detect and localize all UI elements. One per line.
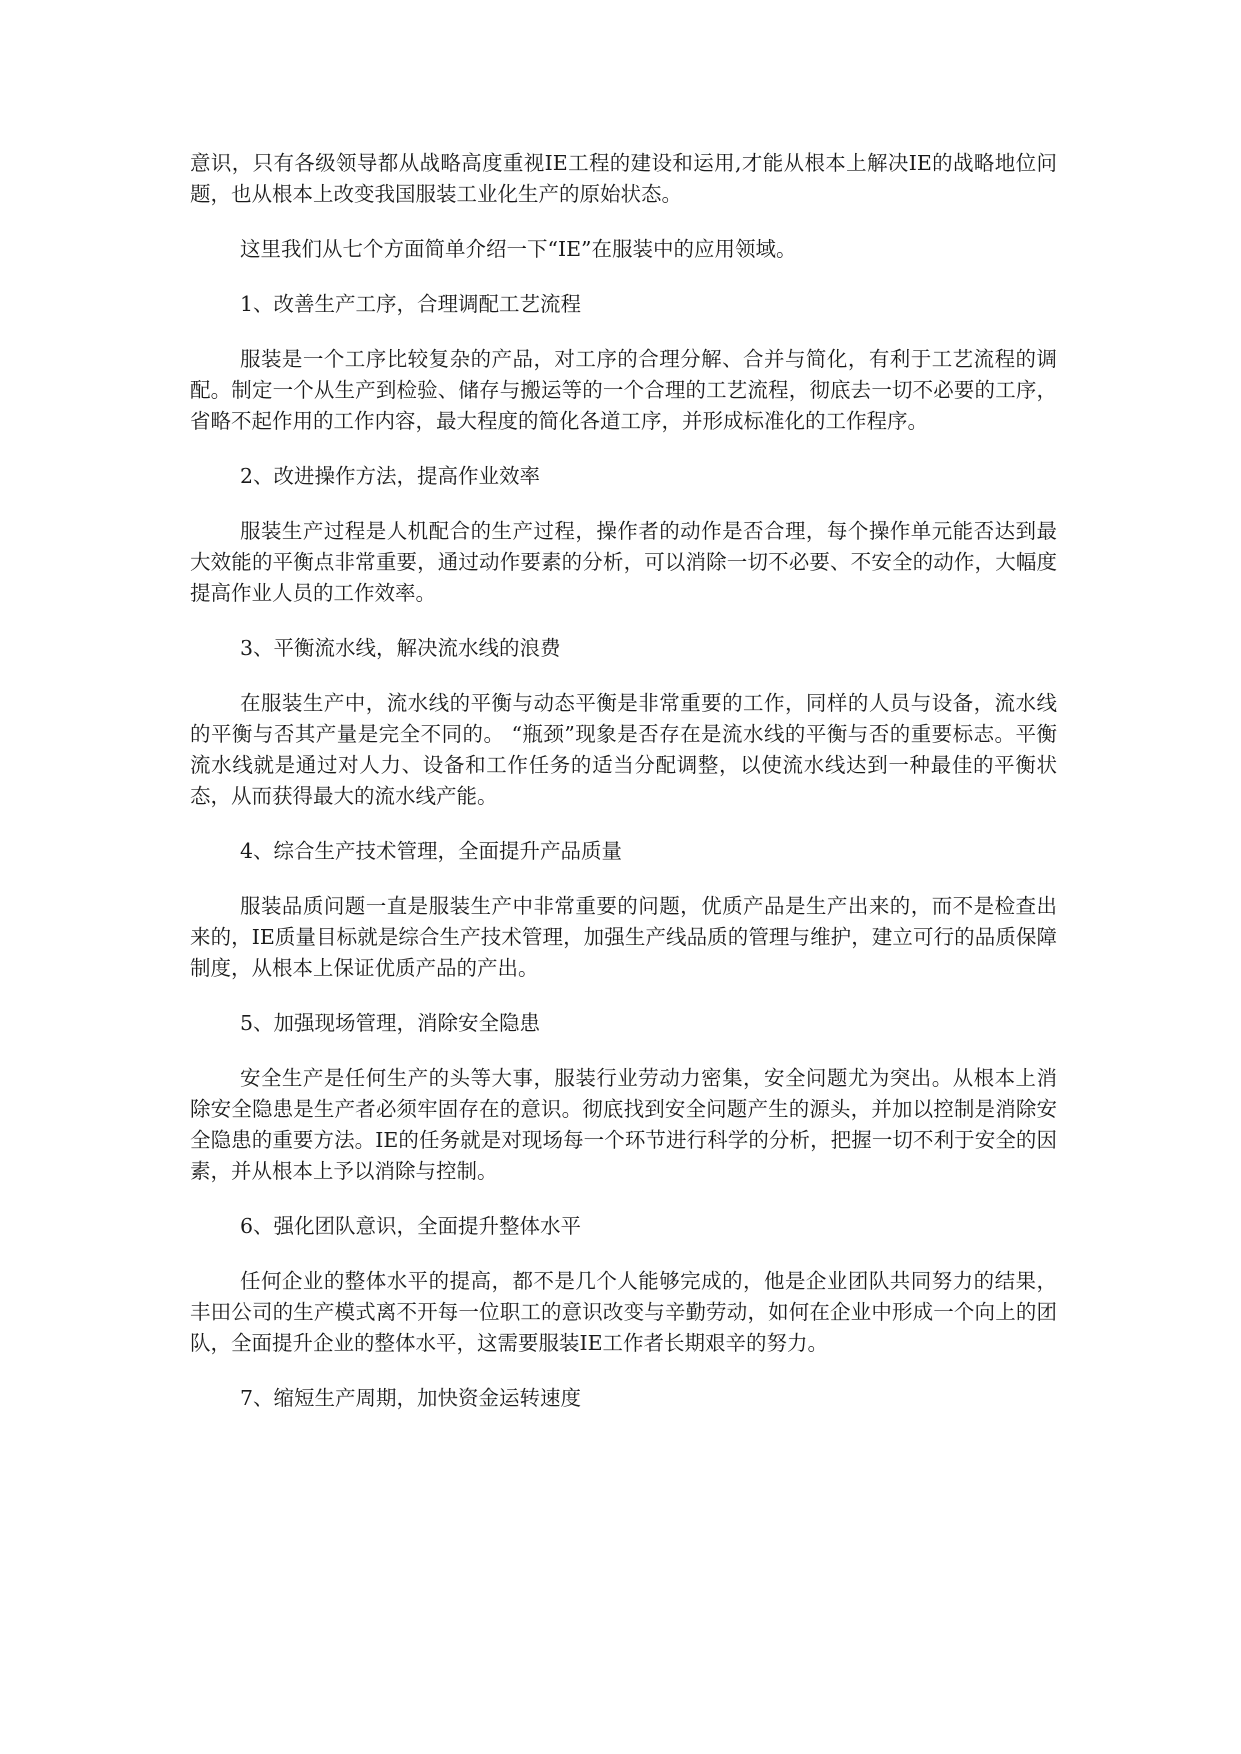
paragraph-section-6: 任何企业的整体水平的提高，都不是几个人能够完成的，他是企业团队共同努力的结果，丰田公司的生产模式离不开每一位职工的意识改变与辛勤劳动，如何在企业中形成一个向上的团队，全面提升企业的整体水平，这需要服装IE工作者长期艰辛的努力。 [190, 1269, 1057, 1355]
paragraph-section-3: 在服装生产中，流水线的平衡与动态平衡是非常重要的工作，同样的人员与设备，流水线的平衡与否其产量是完全不同的。 “瓶颈”现象是否存在是流水线的平衡与否的重要标志。平衡流水线就是通过对人力、设备和工作任务的适当分配调整，以使流水线达到一种最佳的平衡状态，从而获得最大的流水线产能。 [190, 691, 1057, 808]
section-heading-2: 2、改进操作方法，提高作业效率 [240, 464, 541, 488]
section-heading-3: 3、平衡流水线，解决流水线的浪费 [240, 636, 561, 660]
paragraph-continuation: 意识，只有各级领导都从战略高度重视IE工程的建设和运用,才能从根本上解决IE的战略地位问题，也从根本上改变我国服装工业化生产的原始状态。 [190, 151, 1057, 206]
section-heading-6: 6、强化团队意识，全面提升整体水平 [240, 1214, 582, 1238]
section-heading-1: 1、改善生产工序，合理调配工艺流程 [240, 292, 582, 316]
paragraph-section-4: 服装品质问题一直是服装生产中非常重要的问题，优质产品是生产出来的，而不是检查出来的，IE质量目标就是综合生产技术管理，加强生产线品质的管理与维护，建立可行的品质保障制度，从根本上保证优质产品的产出。 [190, 894, 1057, 980]
paragraph-section-1: 服装是一个工序比较复杂的产品，对工序的合理分解、合并与简化，有利于工艺流程的调配。制定一个从生产到检验、储存与搬运等的一个合理的工艺流程，彻底去一切不必要的工序，省略不起作用的工作内容，最大程度的简化各道工序，并形成标准化的工作程序。 [190, 347, 1057, 433]
section-heading-7: 7、缩短生产周期，加快资金运转速度 [240, 1386, 582, 1410]
section-heading-4: 4、综合生产技术管理，全面提升产品质量 [240, 839, 623, 863]
paragraph-section-2: 服装生产过程是人机配合的生产过程，操作者的动作是否合理，每个操作单元能否达到最大效能的平衡点非常重要，通过动作要素的分析，可以消除一切不必要、不安全的动作，大幅度提高作业人员的工作效率。 [190, 519, 1057, 605]
section-heading-5: 5、加强现场管理，消除安全隐患 [240, 1011, 541, 1035]
paragraph-section-5: 安全生产是任何生产的头等大事，服装行业劳动力密集，安全问题尤为突出。从根本上消除安全隐患是生产者必须牢固存在的意识。彻底找到安全问题产生的源头，并加以控制是消除安全隐患的重要方法。IE的任务就是对现场每一个环节进行科学的分析，把握一切不利于安全的因素，并从根本上予以消除与控制。 [190, 1066, 1057, 1183]
paragraph-intro: 这里我们从七个方面简单介绍一下“IE”在服装中的应用领域。 [240, 237, 797, 261]
document-page [190, 148, 1057, 1414]
